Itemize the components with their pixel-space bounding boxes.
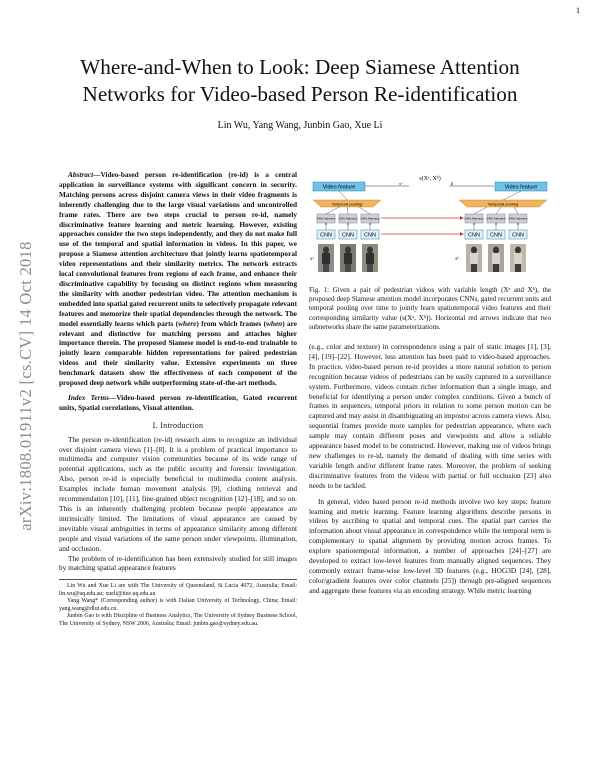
gru-label: GRU Attention <box>360 216 380 221</box>
left-column <box>59 170 297 628</box>
input-b-label: xᵇ <box>455 257 460 262</box>
abstract-text: —Video-based person re-identification (re-id) is a central application in surveillance systems with significant concern in security. Matching persons across disjoint camera views in their video fragments is inherently challenging due to the large visual variations and uncontrolled frame rates. There are two steps crucial to person re-id, namely discriminative feature learning and metric learning. However, existing approaches consider the two steps independently, and they do not make full use of the temporal and spatial information in videos. In this paper, we propose a Siamese attention architecture that jointly learns spatiotemporal video representations and their similarity metrics. The network extracts local convolutional features from regions of each frame, and enhance their discriminative capability by focusing on distinct regions when measuring the similarity with another pedestrian video. The attention mechanism is embedded into spatial gated recurrent units to selectively propagate relevant features and memorize their spatial dependencies through the network. The model essentially learns which parts ( <box>59 170 298 328</box>
figure-diagram <box>309 172 551 282</box>
fig-beta: β <box>451 181 454 186</box>
abstract-label: Abstract <box>68 170 94 179</box>
abstract-where: where <box>178 318 197 328</box>
paper-title: Where-and-When to Look: Deep Siamese Attention Networks for Video-based Person Re-identification <box>80 55 520 106</box>
abstract-text2: ) from which frames ( <box>196 318 267 328</box>
footnote: Junbin Gao is with Discipline of Business Analytics, The University of Sydney Business School, The University of Sydney, NSW 2006, Australia; Email: junbin.gao@sydney.edu.au. <box>59 613 297 627</box>
figure-caption: Fig. 1: Given a pair of pedestrian videos with variable length (Xᵃ and Xᵇ), the proposed deep Siamese attention model incorporates CNNs, gated recurrent units and temporal pooling over time to jointly learn spatiotemporal video features and their corresponding similarity value (s(Xᵃ, Xᵇ)). Horizontal red arrows indicate that two subnetworks share the same parameterizations. <box>309 286 551 331</box>
cnn-label: CNN <box>468 232 480 239</box>
cnn-label: CNN <box>342 232 354 239</box>
authors: Lin Wu, Yang Wang, Junbin Gao, Xue Li <box>217 120 383 131</box>
gru-label: GRU Attention <box>316 216 336 221</box>
video-feature-label-a: Video feature <box>322 184 356 191</box>
footnotes <box>59 579 297 628</box>
gru-label: GRU Attention <box>508 216 528 221</box>
right-paragraph-1: (e.g., color and texture) in correspondence using a pair of static images [1], [3], [4], [19]–[22]. However, less attention has been paid to video-based approaches. In practice, video-based person re-id provides a more natural solution to person recognition because videos of pedestrians can be easily captured in a surveillance system. Furthermore, videos contain richer information than a single image, and beneficial for identifying a person under complex conditions. Given a bunch of frames in sequences, temporal priors in relation to some person motion can be captured and may assist in disambiguating an impostor across camera views. Also, sequential frames provide more samples for pedestrian appearance, where each sample may contain different poses and viewpoints and allow a reliable appearance based model to be constructed. However, making use of videos brings new challenges to re-id, namely the demand of dealing with time series with variable length and/or different frame rates. Moreover, the problem of seeking discriminative features from the videos with partial or full occlusion [23] also needs to be tackled. <box>309 342 551 490</box>
cnn-label: CNN <box>320 232 332 239</box>
footnote: Yang Wang* (Corresponding author) is with Dalian University of Technology, China; Email: yang.wang@dlut.edu.cn. <box>59 598 297 612</box>
siamese-diagram <box>309 172 551 282</box>
pooling-label-b: Temporal pooling <box>487 201 519 207</box>
intro-paragraph-1: The person re-identification (re-id) research aims to recognize an individual over disjoint camera views [1]–[8]. It is a problem of practical importance to multimedia and computer vision communities because of its wide range of potential applications, such as the public security and forensic investigation. Also, person re-id is especially beneficial to multimedia content analysis. Examples include human movement analysis [9], clothing retrieval and recommendation [10], [11], fine-grained object recognition [12]–[18], and so on. This is an inherently challenging problem because people appearance are intrinsically limited. The limitations of visual appearance are caused by inevitable visual ambiguities in terms of appearance similarity among different people and visual variations of the same person under viewpoints, illumination, and occlusion. <box>59 434 297 553</box>
fig-xa: xᵃ <box>399 181 403 186</box>
cnn-label: CNN <box>512 232 524 239</box>
gru-label: GRU Attention <box>486 216 506 221</box>
abstract-when: when <box>266 318 283 328</box>
section-heading: I. Introduction <box>152 420 204 430</box>
index-terms-label: Index Terms <box>68 392 109 402</box>
pooling-label-a: Temporal pooling <box>331 201 363 207</box>
index-terms <box>59 393 297 413</box>
input-a-label: xᵃ <box>310 257 314 262</box>
gru-label: GRU Attention <box>464 216 484 221</box>
index-terms-text: —Video-based person re-identification, Gated recurrent units, Spatial correlations, Visual attention. <box>59 392 297 412</box>
similarity-label: s(Xᵃ, Xᵇ) <box>419 176 441 182</box>
video-feature-label-b: Video feature <box>504 184 538 191</box>
cnn-label: CNN <box>490 232 502 239</box>
abstract <box>59 170 297 388</box>
person-frames-a <box>318 244 378 272</box>
cnn-label: CNN <box>364 232 376 239</box>
gru-label: GRU Attention <box>338 216 358 221</box>
abstract-text3: ) are relevant and distinctive for matching persons and attaches higher importance therein. The proposed Siamese model is end-to-end trainable to jointly learn comparable hidden representations for paired pedestrian videos and their similarity value. Extensive experiments on three benchmark datasets show the effectiveness of each component of the proposed deep network while outperforming state-of-the-art methods. <box>59 318 298 388</box>
person-frames-b <box>466 244 526 272</box>
right-paragraph-2: In general, video based person re-id methods involve two key steps: feature learning and metric learning. Feature learning algorithms describe persons in videos by ascribing to spatial and temporal cues. The spatial part carries the information about visual appearance in correspondence while the temporal term is complementary to spatial alignment by providing motion across frames. To explore spatiotemporal information, a number of approaches [24]–[27] are developed to extract low-level features from manually aligned sequences. They commonly extract frame-wise low-level 3D features (e.g., HOG3D [24], [28], color/gradient features over color channels [25]) through pre-aligned sequences and aggregate these features via an encoding strategy. While metric learning <box>309 496 551 595</box>
footnote: Lin Wu and Xue Li are with The University of Queensland, St Lucia 4072, Australia; Email: lin.wu@uq.edu.au; xueli@itee.uq.edu.au <box>59 583 297 597</box>
right-column <box>309 172 551 596</box>
arxiv-stamp-text: arXiv:1808.01911v2 [cs.CV] 14 Oct 2018 <box>16 241 35 531</box>
arxiv-stamp <box>14 196 38 576</box>
intro-paragraph-2: The problem of re-identification has been extensively studied for still images by matching spatial appearance features <box>59 553 297 573</box>
page-number: 1 <box>576 6 580 15</box>
